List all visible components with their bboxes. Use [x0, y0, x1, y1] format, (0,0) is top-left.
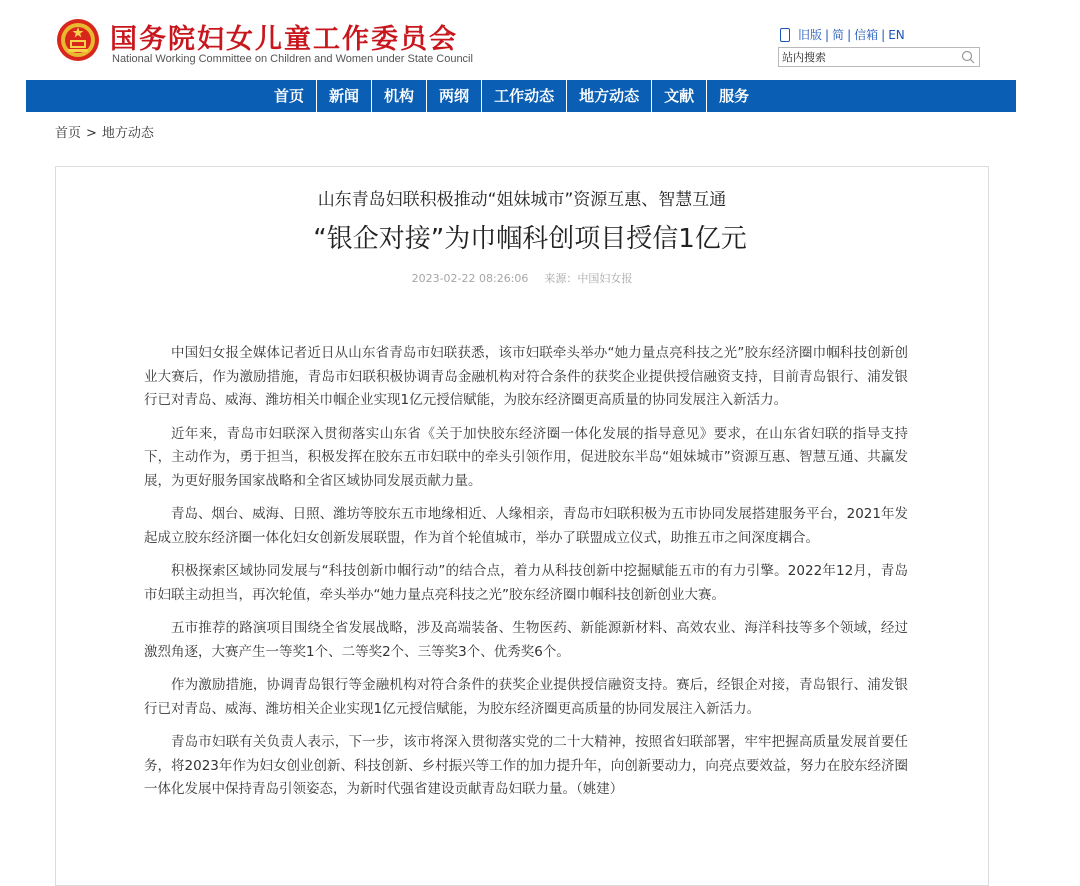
article-date: 2023-02-22 08:26:06 [411, 272, 529, 285]
breadcrumb [55, 122, 154, 141]
nav-item-home[interactable]: 首页 [274, 87, 305, 105]
article-meta [0, 270, 1044, 286]
site-header [0, 0, 1080, 80]
article-body [144, 342, 908, 812]
nav-item-organization[interactable]: 机构 [371, 80, 426, 112]
top-links [780, 26, 905, 43]
breadcrumb-separator: > [86, 126, 97, 141]
site-title[interactable]: 国务院妇女儿童工作委员会 [110, 24, 458, 55]
breadcrumb-current[interactable]: 地方动态 [101, 126, 154, 141]
article-subtitle: 山东青岛妇联积极推动“姐妹城市”资源互惠、智慧互通 [317, 190, 727, 210]
article-paragraph: 积极探索区域协同发展与“科技创新巾帼行动”的结合点，着力从科技创新中挖掘赋能五市的有力引擎。2022年12月，青岛市妇联主动担当，再次轮值，牵头举办“她力量点亮科技之光”胶东经济圈巾帼科技创新创业大赛。 [144, 563, 908, 603]
article-title: “银企对接”为巾帼科创项目授信1亿元 [313, 224, 747, 254]
search-icon[interactable] [961, 50, 975, 64]
nav-item-local-news[interactable]: 地方动态 [566, 80, 651, 112]
link-separator: | [881, 27, 886, 42]
link-separator: | [847, 27, 852, 42]
search-box [778, 47, 980, 67]
article-paragraph: 近年来，青岛市妇联深入贯彻落实山东省《关于加快胶东经济圈一体化发展的指导意见》要求，在山东省妇联的指导支持下，主动作为，勇于担当，积极发挥在胶东五市妇联中的牵头引领作用，促进胶东半岛“姐妹城市”资源互惠、智慧互通、共赢发展，为更好服务国家战略和全省区域协同发展贡献力量。 [144, 425, 908, 489]
article-paragraph: 青岛市妇联有关负责人表示，下一步，该市将深入贯彻落实党的二十大精神，按照省妇联部署，牢牢把握高质量发展首要任务，将2023年作为妇女创业创新、科技创新、乡村振兴等工作的加力提升年，向创新要动力，向亮点要效益，努力在胶东经济圈一体化发展中保持青岛引领姿态，为新时代强省建设贡献青岛妇联力量。（姚建） [144, 734, 908, 797]
link-separator: | [825, 27, 830, 42]
link-old-version[interactable]: 旧版 [798, 28, 823, 42]
article-paragraph: 中国妇女报全媒体记者近日从山东省青岛市妇联获悉，该市妇联牵头举办“她力量点亮科技之光”胶东经济圈巾帼科技创新创业大赛后，作为激励措施，青岛市妇联积极协调青岛金融机构对符合条件的获奖企业提供授信融资支持，目前青岛银行、浦发银行已对青岛、威海、潍坊相关巾帼企业实现1亿元授信赋能，为胶东经济圈更高质量的协同发展注入新活力。 [144, 345, 908, 408]
nav-item-two-outlines[interactable]: 两纲 [426, 80, 481, 112]
article-paragraph: 作为激励措施，协调青岛银行等金融机构对符合条件的获奖企业提供授信融资支持。赛后，经银企对接，青岛银行、浦发银行已对青岛、威海、潍坊相关企业实现1亿元授信赋能，为胶东经济圈更高质量的协同发展注入新活力。 [144, 677, 908, 717]
article-source: 来源：中国妇女报 [544, 272, 633, 285]
article-paragraph: 青岛、烟台、威海、日照、潍坊等胶东五市地缘相近、人缘相亲，青岛市妇联积极为五市协同发展搭建服务平台，2021年发起成立胶东经济圈一体化妇女创新发展联盟，作为首个轮值城市，举办了联盟成立仪式，助推五市之间深度耦合。 [144, 506, 908, 546]
nav-item-services[interactable]: 服务 [706, 80, 761, 112]
national-emblem-icon[interactable] [56, 18, 100, 62]
link-english[interactable]: EN [888, 27, 905, 42]
link-mailbox[interactable]: 信箱 [854, 28, 879, 42]
link-simplified[interactable]: 简 [832, 28, 845, 42]
search-input[interactable] [779, 48, 961, 66]
mobile-phone-icon[interactable] [780, 28, 790, 42]
nav-item-work-news[interactable]: 工作动态 [481, 80, 566, 112]
article-paragraph: 五市推荐的路演项目围绕全省发展战略，涉及高端装备、生物医药、新能源新材料、高效农业、海洋科技等多个领域，经过激烈角逐，大赛产生一等奖1个、二等奖2个、三等奖3个、优秀奖6个。 [144, 620, 908, 660]
nav-item-news[interactable]: 新闻 [316, 80, 371, 112]
main-nav [26, 80, 1016, 112]
breadcrumb-home[interactable]: 首页 [55, 126, 82, 141]
nav-item-documents[interactable]: 文献 [651, 80, 706, 112]
site-subtitle: National Working Committee on Children and Women under State Council [112, 53, 473, 65]
